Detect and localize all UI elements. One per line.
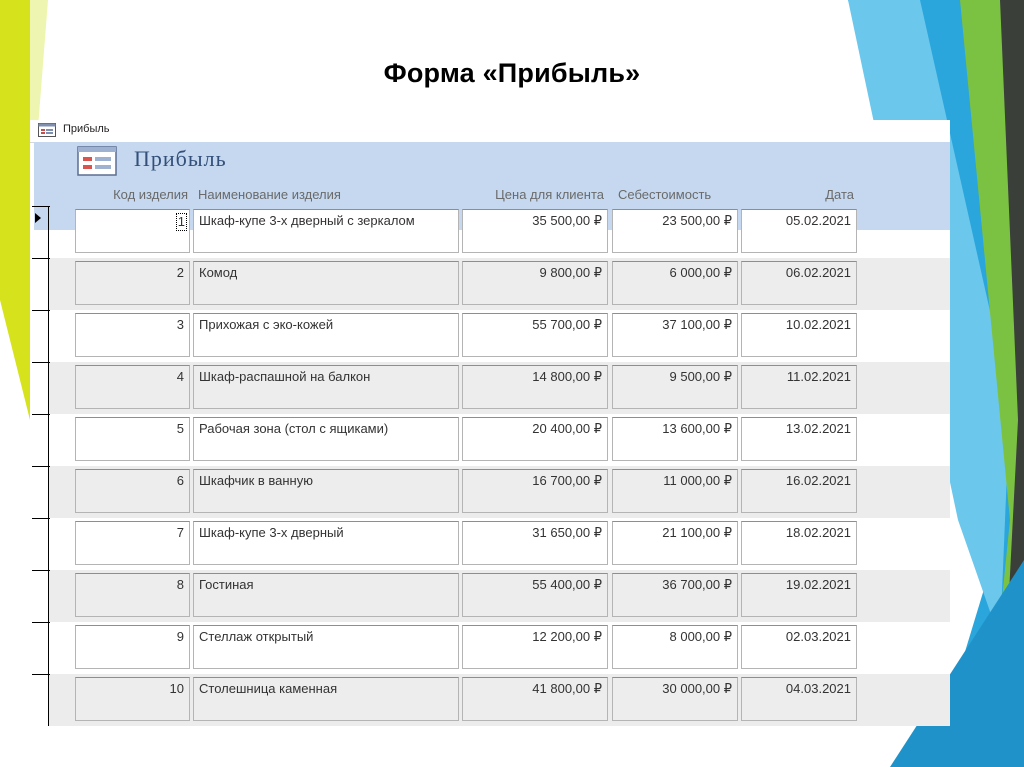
field-name[interactable] [193,209,459,253]
field-cost[interactable] [612,469,738,513]
field-price-value: 9 800,00 ₽ [539,265,602,280]
field-date[interactable] [741,625,857,669]
field-code[interactable] [75,313,190,357]
field-price-value: 41 800,00 ₽ [532,681,602,696]
form-icon [38,123,56,137]
field-price-value: 31 650,00 ₽ [532,525,602,540]
field-date-value: 19.02.2021 [785,577,851,592]
field-code[interactable] [75,365,190,409]
form-title: Прибыль [134,146,227,171]
field-name-value: Шкаф-купе 3-х дверный [199,525,344,540]
field-name[interactable] [193,261,459,305]
record-row[interactable] [49,362,950,414]
record-row[interactable] [49,310,950,362]
field-date-value: 11.02.2021 [786,369,851,384]
current-record-arrow-icon [35,213,41,223]
field-code[interactable] [75,677,190,721]
field-cost[interactable] [612,261,738,305]
field-cost-value: 21 100,00 ₽ [662,525,732,540]
column-header-name: Наименование изделия [198,187,341,202]
field-cost-value: 30 000,00 ₽ [662,681,732,696]
record-selector[interactable] [32,258,50,259]
field-cost-value: 8 000,00 ₽ [669,629,732,644]
field-price-value: 16 700,00 ₽ [532,473,602,488]
field-code-value: 9 [176,629,184,644]
field-cost-value: 11 000,00 ₽ [663,473,732,488]
field-cost[interactable] [612,365,738,409]
column-header-date: Дата [825,187,854,202]
field-code-value: 2 [176,265,184,280]
record-row[interactable] [49,258,950,310]
record-row[interactable] [49,414,950,466]
field-price[interactable] [462,209,608,253]
field-name[interactable] [193,573,459,617]
record-selector[interactable] [32,674,50,675]
field-code[interactable] [75,625,190,669]
field-date-value: 04.03.2021 [785,681,851,696]
field-cost[interactable] [612,209,738,253]
field-name[interactable] [193,469,459,513]
field-code[interactable] [75,521,190,565]
field-price[interactable] [462,261,608,305]
field-cost[interactable] [612,313,738,357]
field-cost-value: 13 600,00 ₽ [662,421,732,436]
field-date[interactable] [741,365,857,409]
field-price[interactable] [462,365,608,409]
field-price[interactable] [462,521,608,565]
field-price-value: 55 700,00 ₽ [532,317,602,332]
field-name-value: Гостиная [199,577,254,592]
field-name[interactable] [193,365,459,409]
column-header-cost: Себестоимость [618,187,712,202]
field-code-value: 4 [176,369,184,384]
record-selector[interactable] [32,310,50,311]
field-price[interactable] [462,469,608,513]
record-row[interactable] [49,206,950,258]
field-name-value: Шкаф-распашной на балкон [199,369,371,384]
field-code-value: 5 [176,421,184,436]
field-price[interactable] [462,313,608,357]
field-date-value: 02.03.2021 [785,629,851,644]
field-cost[interactable] [612,417,738,461]
field-cost-value: 37 100,00 ₽ [662,317,732,332]
field-date[interactable] [741,261,857,305]
form-tab[interactable] [30,120,950,143]
field-cost-value: 6 000,00 ₽ [669,265,732,280]
records-list [48,206,950,726]
field-price[interactable] [462,625,608,669]
field-price-value: 35 500,00 ₽ [532,213,602,228]
field-price[interactable] [462,573,608,617]
field-code[interactable] [75,573,190,617]
field-name[interactable] [193,521,459,565]
field-price[interactable] [462,417,608,461]
field-name-value: Комод [199,265,238,280]
column-header-price: Цена для клиента [495,187,604,202]
record-selector[interactable] [32,518,50,519]
field-price-value: 12 200,00 ₽ [532,629,602,644]
record-row[interactable] [49,622,950,674]
field-date[interactable] [741,677,857,721]
field-code-value: 10 [169,681,184,696]
form-tab-title: Прибыль [63,123,110,135]
field-price[interactable] [462,677,608,721]
column-header-code: Код изделия [113,187,188,202]
record-row[interactable] [49,674,950,726]
field-code[interactable] [75,209,190,253]
field-date-value: 05.02.2021 [785,213,851,228]
field-name[interactable] [193,677,459,721]
field-price-value: 55 400,00 ₽ [532,577,602,592]
field-code-value: 6 [176,473,184,488]
record-selector[interactable] [32,362,50,363]
field-code[interactable] [75,261,190,305]
field-cost-value: 9 500,00 ₽ [669,369,732,384]
field-date-value: 13.02.2021 [785,421,851,436]
field-code[interactable] [75,417,190,461]
access-form-window [30,120,950,726]
field-code[interactable] [75,469,190,513]
record-row[interactable] [49,570,950,622]
field-cost[interactable] [612,677,738,721]
field-cost[interactable] [612,573,738,617]
field-date[interactable] [741,417,857,461]
field-name-value: Шкаф-купе 3-х дверный с зеркалом [199,213,415,228]
field-price-value: 20 400,00 ₽ [532,421,602,436]
record-selector[interactable] [32,570,50,571]
field-price-value: 14 800,00 ₽ [532,369,602,384]
slide-title: Форма «Прибыль» [383,58,641,88]
field-date-value: 10.02.2021 [785,317,851,332]
field-name-value: Рабочая зона (стол с ящиками) [199,421,389,436]
field-name[interactable] [193,625,459,669]
record-row[interactable] [49,466,950,518]
field-name-value: Стеллаж открытый [199,629,314,644]
field-date-value: 06.02.2021 [785,265,851,280]
field-cost[interactable] [612,521,738,565]
field-date-value: 18.02.2021 [785,525,851,540]
record-selector[interactable] [32,622,50,623]
field-name[interactable] [193,313,459,357]
field-name-value: Шкафчик в ванную [199,473,313,488]
field-code-value: 3 [176,317,184,332]
field-cost[interactable] [612,625,738,669]
record-row[interactable] [49,518,950,570]
field-name-value: Прихожая с эко-кожей [199,317,334,332]
field-date-value: 16.02.2021 [785,473,851,488]
field-code-value: 7 [176,525,184,540]
field-cost-value: 23 500,00 ₽ [662,213,732,228]
field-name-value: Столешница каменная [199,681,338,696]
field-date[interactable] [741,521,857,565]
field-date[interactable] [741,313,857,357]
field-date[interactable] [741,209,857,253]
record-selector[interactable] [32,466,50,467]
record-selector[interactable] [32,414,50,415]
field-code-value: 8 [176,577,184,592]
form-icon [77,146,117,176]
field-cost-value: 36 700,00 ₽ [662,577,732,592]
record-selector[interactable] [32,206,50,207]
field-date[interactable] [741,573,857,617]
field-date[interactable] [741,469,857,513]
field-name[interactable] [193,417,459,461]
field-code-value: 1 [177,214,185,229]
